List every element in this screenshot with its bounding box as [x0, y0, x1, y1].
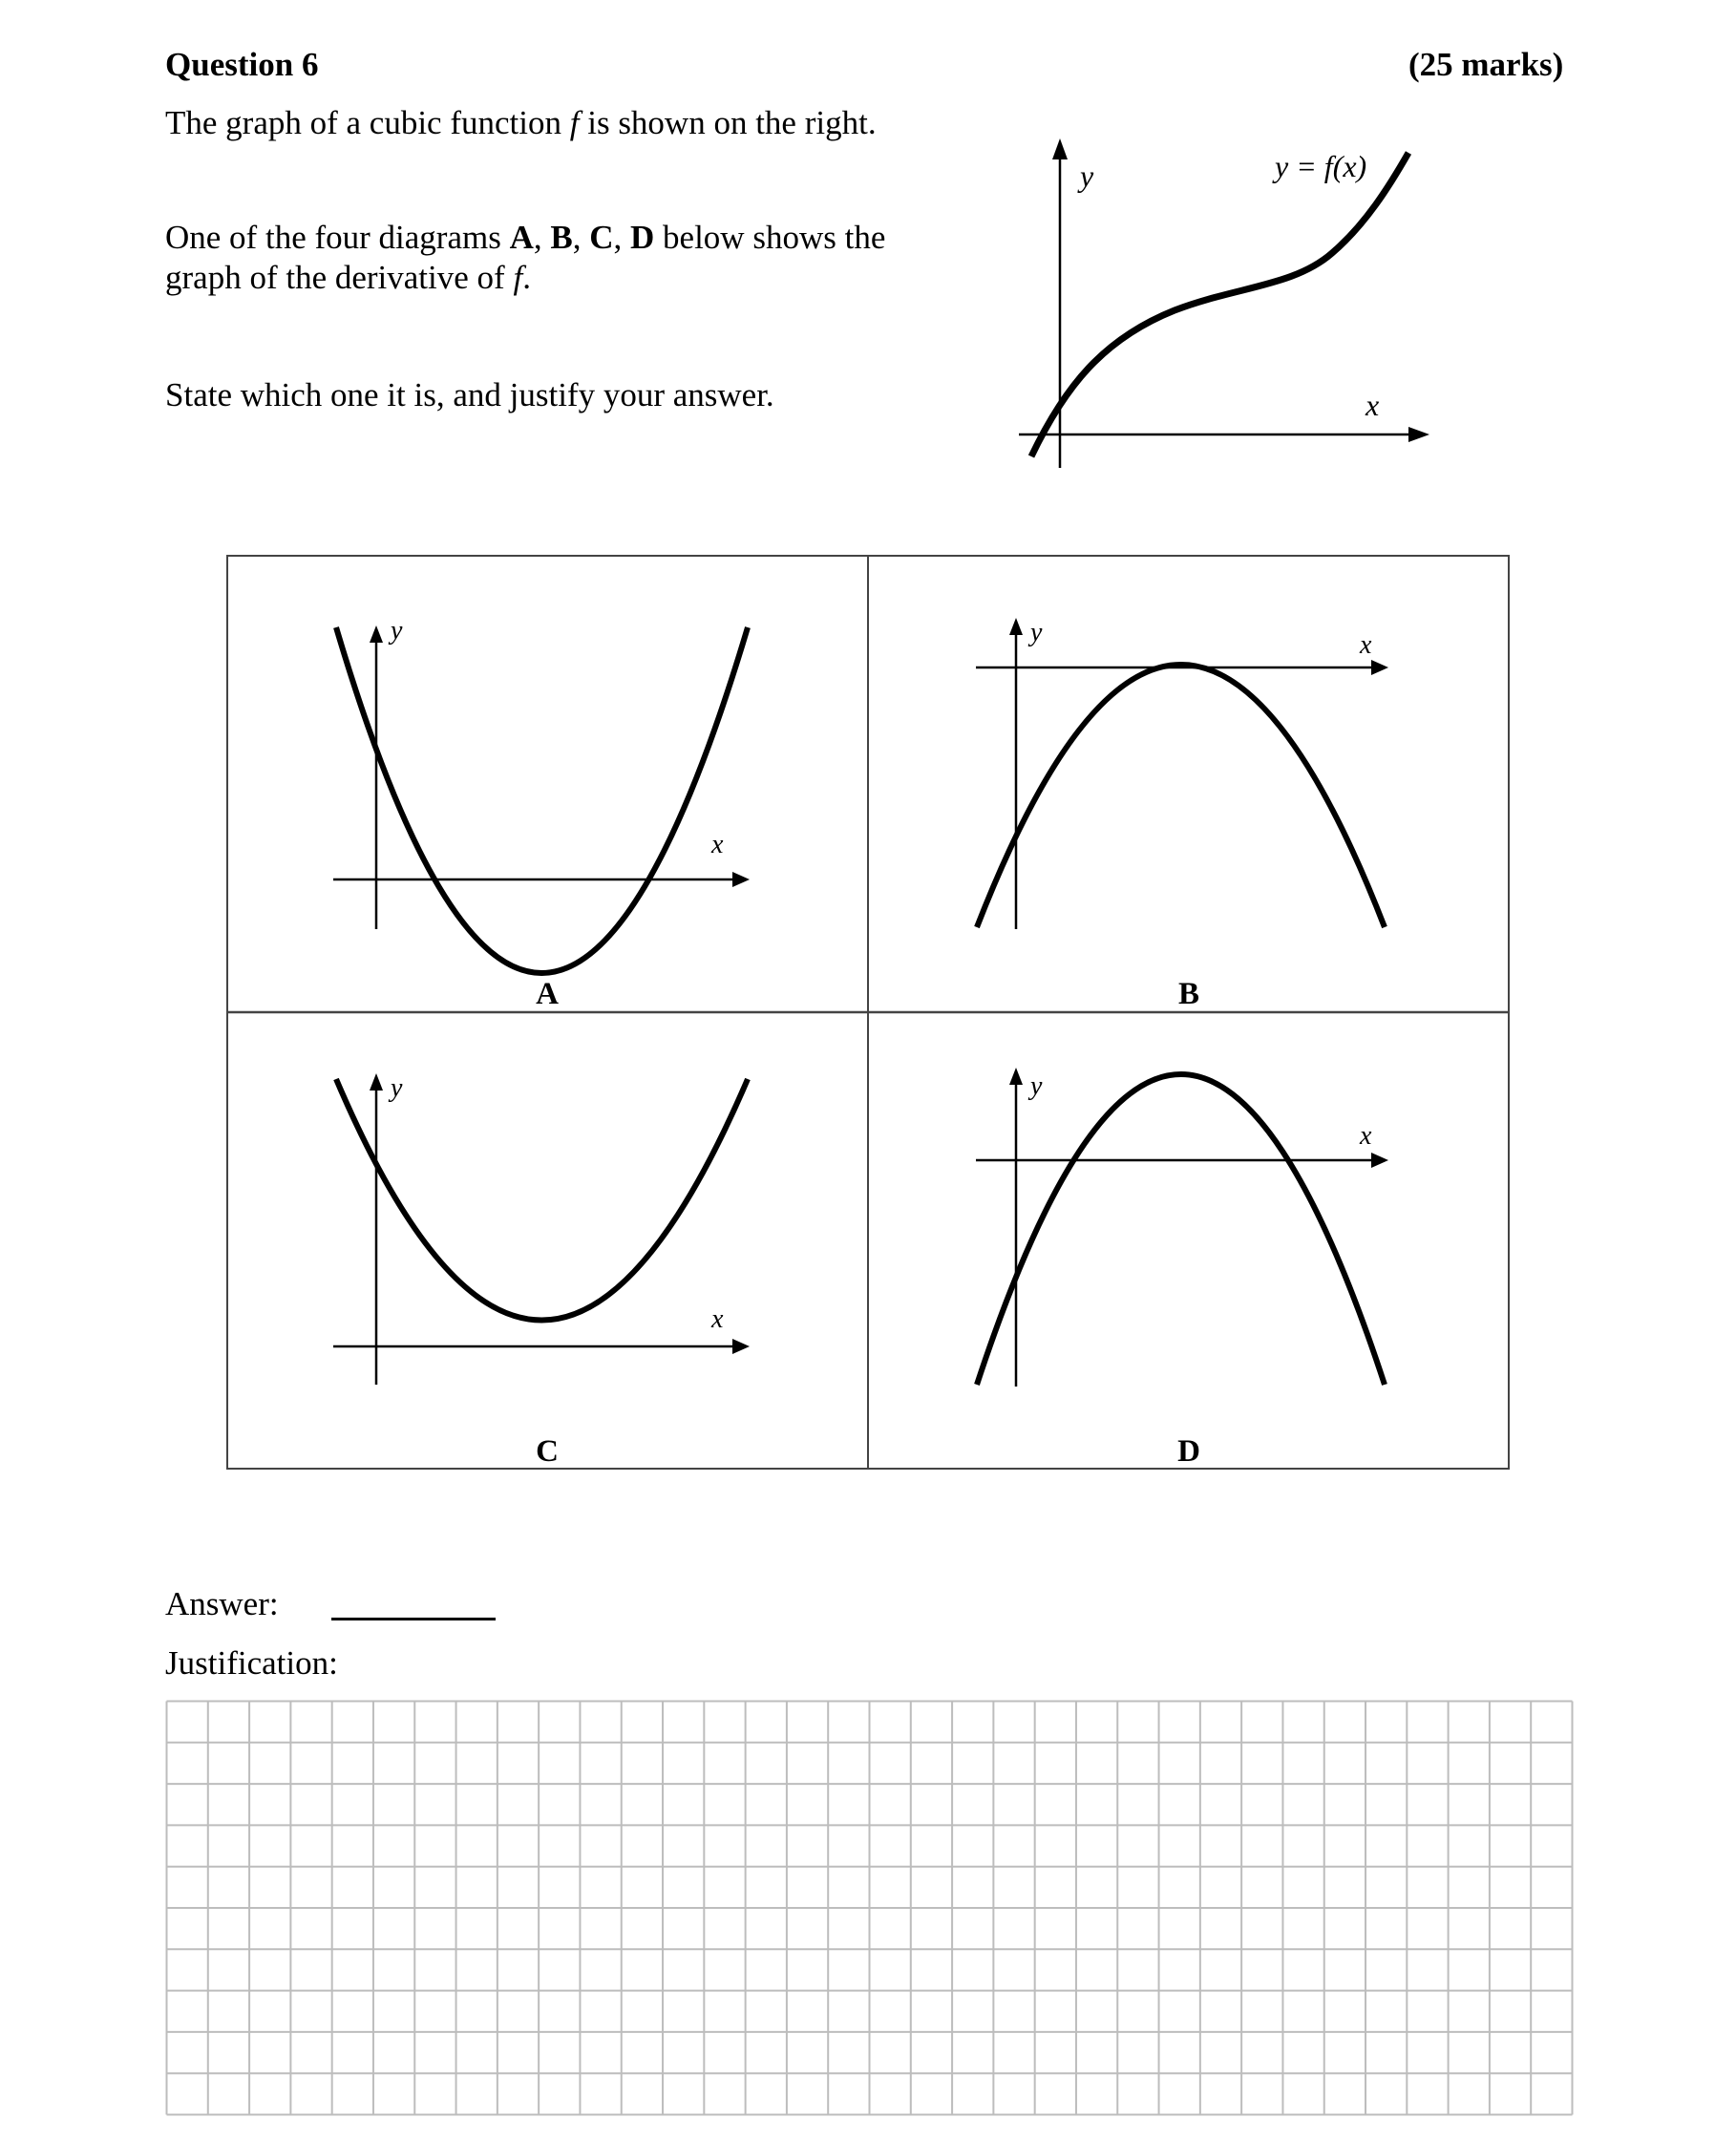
diagram-label-b: B: [1177, 977, 1200, 1011]
cubic-graph: [1007, 129, 1447, 473]
y-arrow-icon: [1009, 618, 1023, 635]
question-title: Question 6: [165, 46, 319, 83]
answer-label: Answer:: [165, 1585, 279, 1622]
diagram-label-a: A: [536, 977, 559, 1011]
diagram-d[interactable]: [976, 1068, 1388, 1469]
svg-text:y: y: [391, 616, 403, 646]
diagram-b[interactable]: [976, 618, 1388, 1011]
x-arrow-icon: [732, 872, 750, 887]
diagram-label-c: C: [536, 1434, 559, 1469]
diagram-table: [226, 555, 1510, 1470]
answer-field[interactable]: [331, 1618, 496, 1620]
y-axis-label: y: [1080, 159, 1094, 193]
x-arrow-icon: [1371, 1153, 1388, 1168]
y-arrow-icon: [370, 1073, 383, 1091]
options-text: One of the four diagrams A, B, C, D below shows the graph of the derivative of f.: [165, 219, 886, 296]
svg-text:x: x: [711, 1304, 724, 1334]
svg-text:x: x: [711, 830, 724, 859]
svg-text:y: y: [391, 1073, 403, 1103]
svg-text:x: x: [1360, 630, 1372, 660]
instruction-text: State which one it is, and justify your answer.: [165, 376, 774, 413]
justification-label: Justification:: [165, 1644, 338, 1682]
svg-text:x: x: [1360, 1121, 1372, 1151]
y-arrow-icon: [370, 625, 383, 643]
x-arrow-icon: [1371, 660, 1388, 675]
diagram-c[interactable]: [333, 1073, 750, 1469]
diagram-label-d: D: [1177, 1434, 1200, 1469]
diagram-a[interactable]: [333, 616, 750, 1011]
y-axis-arrow-icon: [1052, 138, 1068, 159]
curve-label: y = f(x): [1275, 149, 1367, 183]
x-arrow-icon: [732, 1339, 750, 1354]
x-axis-label: x: [1366, 388, 1380, 422]
question-marks: (25 marks): [1408, 46, 1564, 83]
cubic-curve: [1031, 153, 1408, 456]
x-axis-arrow-icon: [1408, 427, 1429, 442]
y-arrow-icon: [1009, 1068, 1023, 1085]
intro-text: The graph of a cubic function f is shown on the right.: [165, 104, 877, 141]
svg-text:y: y: [1030, 618, 1043, 647]
svg-text:y: y: [1030, 1071, 1043, 1101]
justification-grid[interactable]: [165, 1700, 1574, 2116]
